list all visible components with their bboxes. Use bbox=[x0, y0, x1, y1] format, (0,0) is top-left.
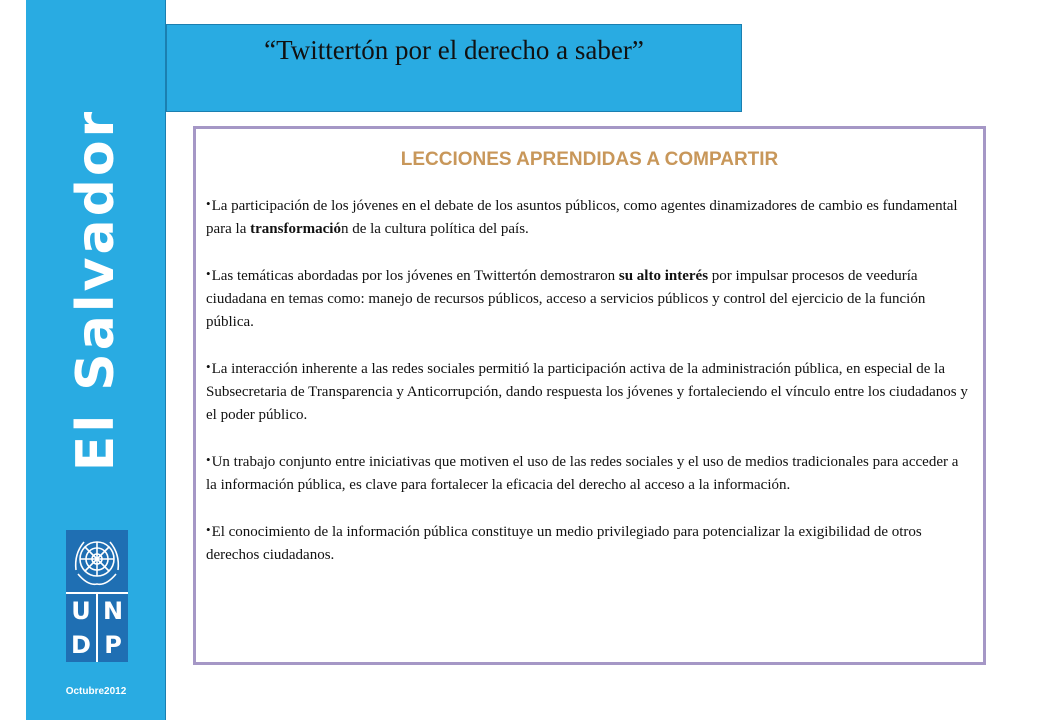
section-heading: LECCIONES APRENDIDAS A COMPARTIR bbox=[400, 149, 779, 170]
logo-letter-u: U bbox=[66, 594, 96, 628]
logo-letter-p: P bbox=[98, 628, 128, 662]
title-banner bbox=[166, 24, 742, 112]
lessons-panel bbox=[193, 126, 986, 665]
logo-letter-n: N bbox=[98, 594, 128, 628]
page-title: “Twittertón por el derecho a saber” bbox=[264, 35, 644, 65]
un-emblem-icon bbox=[66, 530, 128, 592]
list-item: • El conocimiento de la información pública constituye un medio privilegiado para potencializar la exigibilidad de otros derechos ciudadanos. bbox=[206, 520, 971, 567]
list-item: • La interacción inherente a las redes sociales permitió la participación activa de la administración pública, en especial de la Subsecretaria de Transparencia y Anticorrupción, dando respuesta los jóvenes y fortaleciendo el vínculo entre los ciudadanos y el poder público. bbox=[206, 357, 971, 427]
logo-letter-d: D bbox=[66, 628, 96, 662]
date-label: Octubre2012 bbox=[65, 686, 127, 697]
country-title: El Salvador bbox=[66, 108, 126, 472]
list-item: • Las temáticas abordadas por los jóvenes en Twittertón demostraron su alto interés por impulsar procesos de veeduría ciudadana en temas como: manejo de recursos públicos, acceso a servicios públicos y control del ejercicio de la función pública. bbox=[206, 264, 971, 334]
list-item: • La participación de los jóvenes en el debate de los asuntos públicos, como agentes dinamizadores de cambio es fundamental para la transformación de la cultura política del país. bbox=[206, 194, 971, 241]
undp-logo bbox=[66, 530, 128, 662]
lessons-list bbox=[206, 194, 971, 590]
list-item: • Un trabajo conjunto entre iniciativas que motiven el uso de las redes sociales y el uso de medios tradicionales para acceder a la información pública, es clave para fortalecer la eficacia del derecho al acceso a la información. bbox=[206, 450, 971, 497]
